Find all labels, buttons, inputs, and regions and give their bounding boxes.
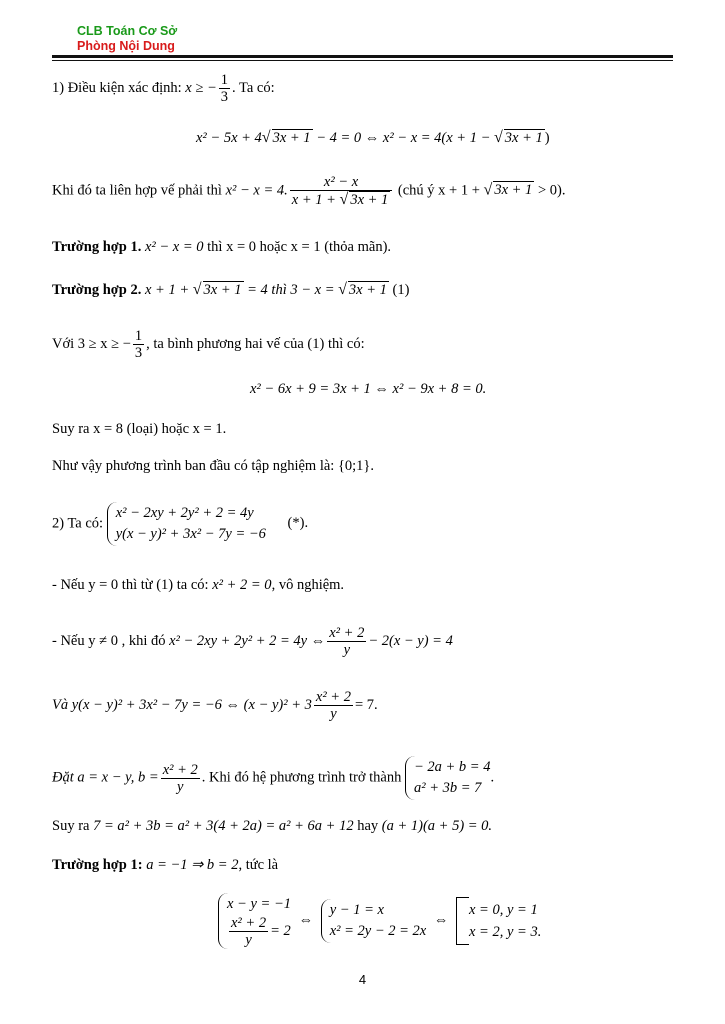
deduction-2-line: Suy ra 7 = a² + 3b = a² + 3(4 + 2a) = a² + 6a + 12 hay (a + 1)(a + 5) = 0. xyxy=(52,818,493,834)
with-condition-line: Với 3 ≥ x ≥ − $\frac{1}{3}$ , ta bình phương hai vế của (1) thì có: xyxy=(52,328,365,361)
subcase-1-line: Trường hợp 1: a = −1 ⇒ b = 2, tức là xyxy=(52,857,279,873)
deduction-line: Suy ra x = 8 (loại) hoặc x = 1. xyxy=(52,421,227,437)
department-name: Phòng Nội Dung xyxy=(77,39,175,53)
solutions-bracket xyxy=(456,897,469,945)
if-y-zero-line: - Nếu y = 0 thì từ (1) ta có: x² + 2 = 0, vô nghiệm. xyxy=(52,577,345,593)
equation-1: x² − 5x + 4√ 3x + 1 − 4 = 0 ⇔ x² − x = 4(x + 1 − √ 3x + 1 ) xyxy=(196,129,550,146)
condition-expr: x ≥ − xyxy=(185,79,217,96)
case-2-label: Trường hợp 2. xyxy=(52,282,142,298)
conclusion-line: Như vậy phương trình ban đầu có tập nghiệm là: {0;1}. xyxy=(52,458,375,474)
solutions-list: x = 0, y = 1 x = 2, y = 3. xyxy=(469,902,542,940)
and-line: Và y(x − y)² + 3x² − 7y = −6 ⇔ (x − y)² + 3 $\frac{\text{x² + 2}}{y}$ = 7. xyxy=(52,689,378,722)
final-system-2: y − 1 = x x² = 2y − 2 = 2x xyxy=(321,899,427,943)
subcase-1-label: Trường hợp 1: xyxy=(52,857,143,873)
final-system-1: x − y = −1 $\frac{\text{x² + 2}}{y}$ = 2 xyxy=(218,893,291,949)
solution-set: {0;1}. xyxy=(337,458,375,474)
condition-fraction: $\frac{1}{3}$ xyxy=(220,72,228,105)
header-rule xyxy=(52,55,673,61)
header xyxy=(77,24,177,54)
page-number: 4 xyxy=(358,972,367,987)
case-1-line: Trường hợp 1. x² − x = 0 thì x = 0 hoặc x = 1 (thỏa mãn). xyxy=(52,239,392,255)
condition-line: 1) Điều kiện xác định: x ≥ − $\frac{1}{3}$ . Ta có: xyxy=(52,72,275,105)
system-brace: x² − 2xy + 2y² + 2 = 4y y(x − y)² + 3x² − 7y = −6 xyxy=(107,502,266,546)
conjugate-line: Khi đó ta liên hợp vế phải thì x² − x = 4. $\frac{\text{x² − x}}{x + 1 + √ 3x + 1}$ (chú ý x + 1 + √ 3x + 1 > 0). xyxy=(52,174,566,208)
club-name: CLB Toán Cơ Sở xyxy=(77,24,178,38)
if-y-nonzero-line: - Nếu y ≠ 0 , khi đó x² − 2xy + 2y² + 2 = 4y ⇔ $\frac{\text{x² + 2}}{y}$ − 2(x − y) = 4 xyxy=(52,625,453,658)
case-1-label: Trường hợp 1. xyxy=(52,239,142,255)
case-2-line: Trường hợp 2. x + 1 + √ 3x + 1 = 4 thì 3 − x = √ 3x + 1 (1) xyxy=(52,281,410,298)
substitution-line: Đặt a = x − y, b = $\frac{\text{x² + 2}}{y}$ . Khi đó hệ phương trình trở thành − 2a + b = 4 a² + 3b = 7 . xyxy=(52,756,494,800)
conjugate-fraction: $\frac{\text{x² − x}}{x + 1 + √ 3x + 1}$ xyxy=(290,174,393,208)
final-systems: x − y = −1 $\frac{\text{x² + 2}}{y}$ = 2 ⇔ y − 1 = x x² = 2y − 2 = 2x ⇔ x = 0, y = 1 x = 2, y = 3. xyxy=(218,893,541,949)
squared-equation: x² − 6x + 9 = 3x + 1 ⇔ x² − 9x + 8 = 0. xyxy=(250,381,487,397)
system-line: 2) Ta có: x² − 2xy + 2y² + 2 = 4y y(x − y)² + 3x² − 7y = −6 (*). xyxy=(52,502,308,546)
substitution-system: − 2a + b = 4 a² + 3b = 7 xyxy=(405,756,490,800)
condition-text: 1) Điều kiện xác định: xyxy=(52,79,182,96)
